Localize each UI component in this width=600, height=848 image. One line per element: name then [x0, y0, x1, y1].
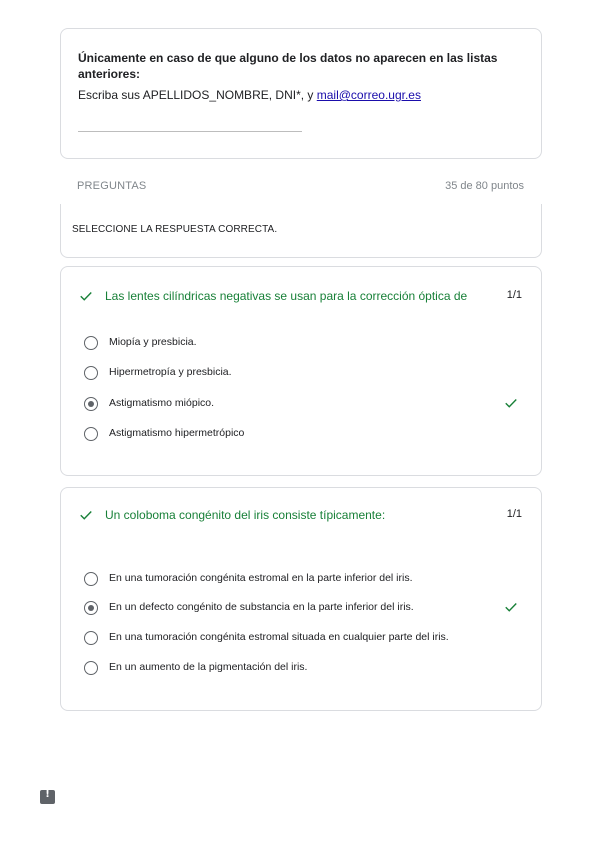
- answer-underline: [78, 131, 302, 132]
- check-icon: [79, 508, 93, 522]
- check-icon: [504, 600, 518, 614]
- answer-option[interactable]: [84, 630, 524, 646]
- answer-option[interactable]: [84, 600, 524, 616]
- other-data-instructions-text: Escriba sus APELLIDOS_NOMBRE, DNI*, y: [78, 88, 317, 102]
- answer-option[interactable]: [84, 660, 524, 676]
- answer-option[interactable]: [84, 571, 524, 587]
- answer-option[interactable]: [84, 396, 524, 412]
- email-link[interactable]: mail@correo.ugr.es: [316, 88, 421, 102]
- option-label: Astigmatismo hipermetrópico: [109, 427, 245, 439]
- option-label: En un aumento de la pigmentación del iris.: [109, 661, 308, 673]
- answer-option[interactable]: [84, 365, 524, 381]
- radio-button[interactable]: [84, 366, 98, 380]
- instructions-text: SELECCIONE LA RESPUESTA CORRECTA.: [72, 224, 278, 235]
- other-data-card: [60, 28, 542, 159]
- other-data-instructions: [78, 87, 421, 103]
- radio-button[interactable]: [84, 631, 98, 645]
- option-label: Miopía y presbicia.: [109, 336, 197, 348]
- option-label: En una tumoración congénita estromal situada en cualquier parte del iris.: [109, 631, 449, 643]
- question-card: [60, 487, 542, 711]
- radio-button[interactable]: [84, 572, 98, 586]
- question-title: Las lentes cilíndricas negativas se usan para la corrección óptica de: [105, 289, 468, 303]
- option-label: Astigmatismo miópico.: [109, 397, 215, 409]
- radio-button-selected[interactable]: [84, 397, 98, 411]
- section-points: 35 de 80 puntos: [445, 180, 524, 192]
- feedback-icon[interactable]: [40, 790, 55, 804]
- answer-option[interactable]: [84, 426, 524, 442]
- option-label: Hipermetropía y presbicia.: [109, 366, 232, 378]
- option-label: En una tumoración congénita estromal en la parte inferior del iris.: [109, 572, 413, 584]
- other-data-title: Únicamente en caso de que alguno de los datos no aparecen en las listas anteriores:: [78, 51, 498, 81]
- question-title: Un coloboma congénito del iris consiste típicamente:: [105, 508, 386, 522]
- check-icon: [504, 396, 518, 410]
- radio-button-selected[interactable]: [84, 601, 98, 615]
- radio-button[interactable]: [84, 427, 98, 441]
- answer-option[interactable]: [84, 335, 524, 351]
- radio-button[interactable]: [84, 661, 98, 675]
- instructions-card: [60, 204, 542, 258]
- question-card: [60, 266, 542, 476]
- question-score: 1/1: [506, 508, 522, 520]
- section-title: PREGUNTAS: [77, 180, 147, 192]
- radio-button[interactable]: [84, 336, 98, 350]
- question-score: 1/1: [506, 289, 522, 301]
- check-icon: [79, 289, 93, 303]
- option-label: En un defecto congénito de substancia en la parte inferior del iris.: [109, 601, 414, 613]
